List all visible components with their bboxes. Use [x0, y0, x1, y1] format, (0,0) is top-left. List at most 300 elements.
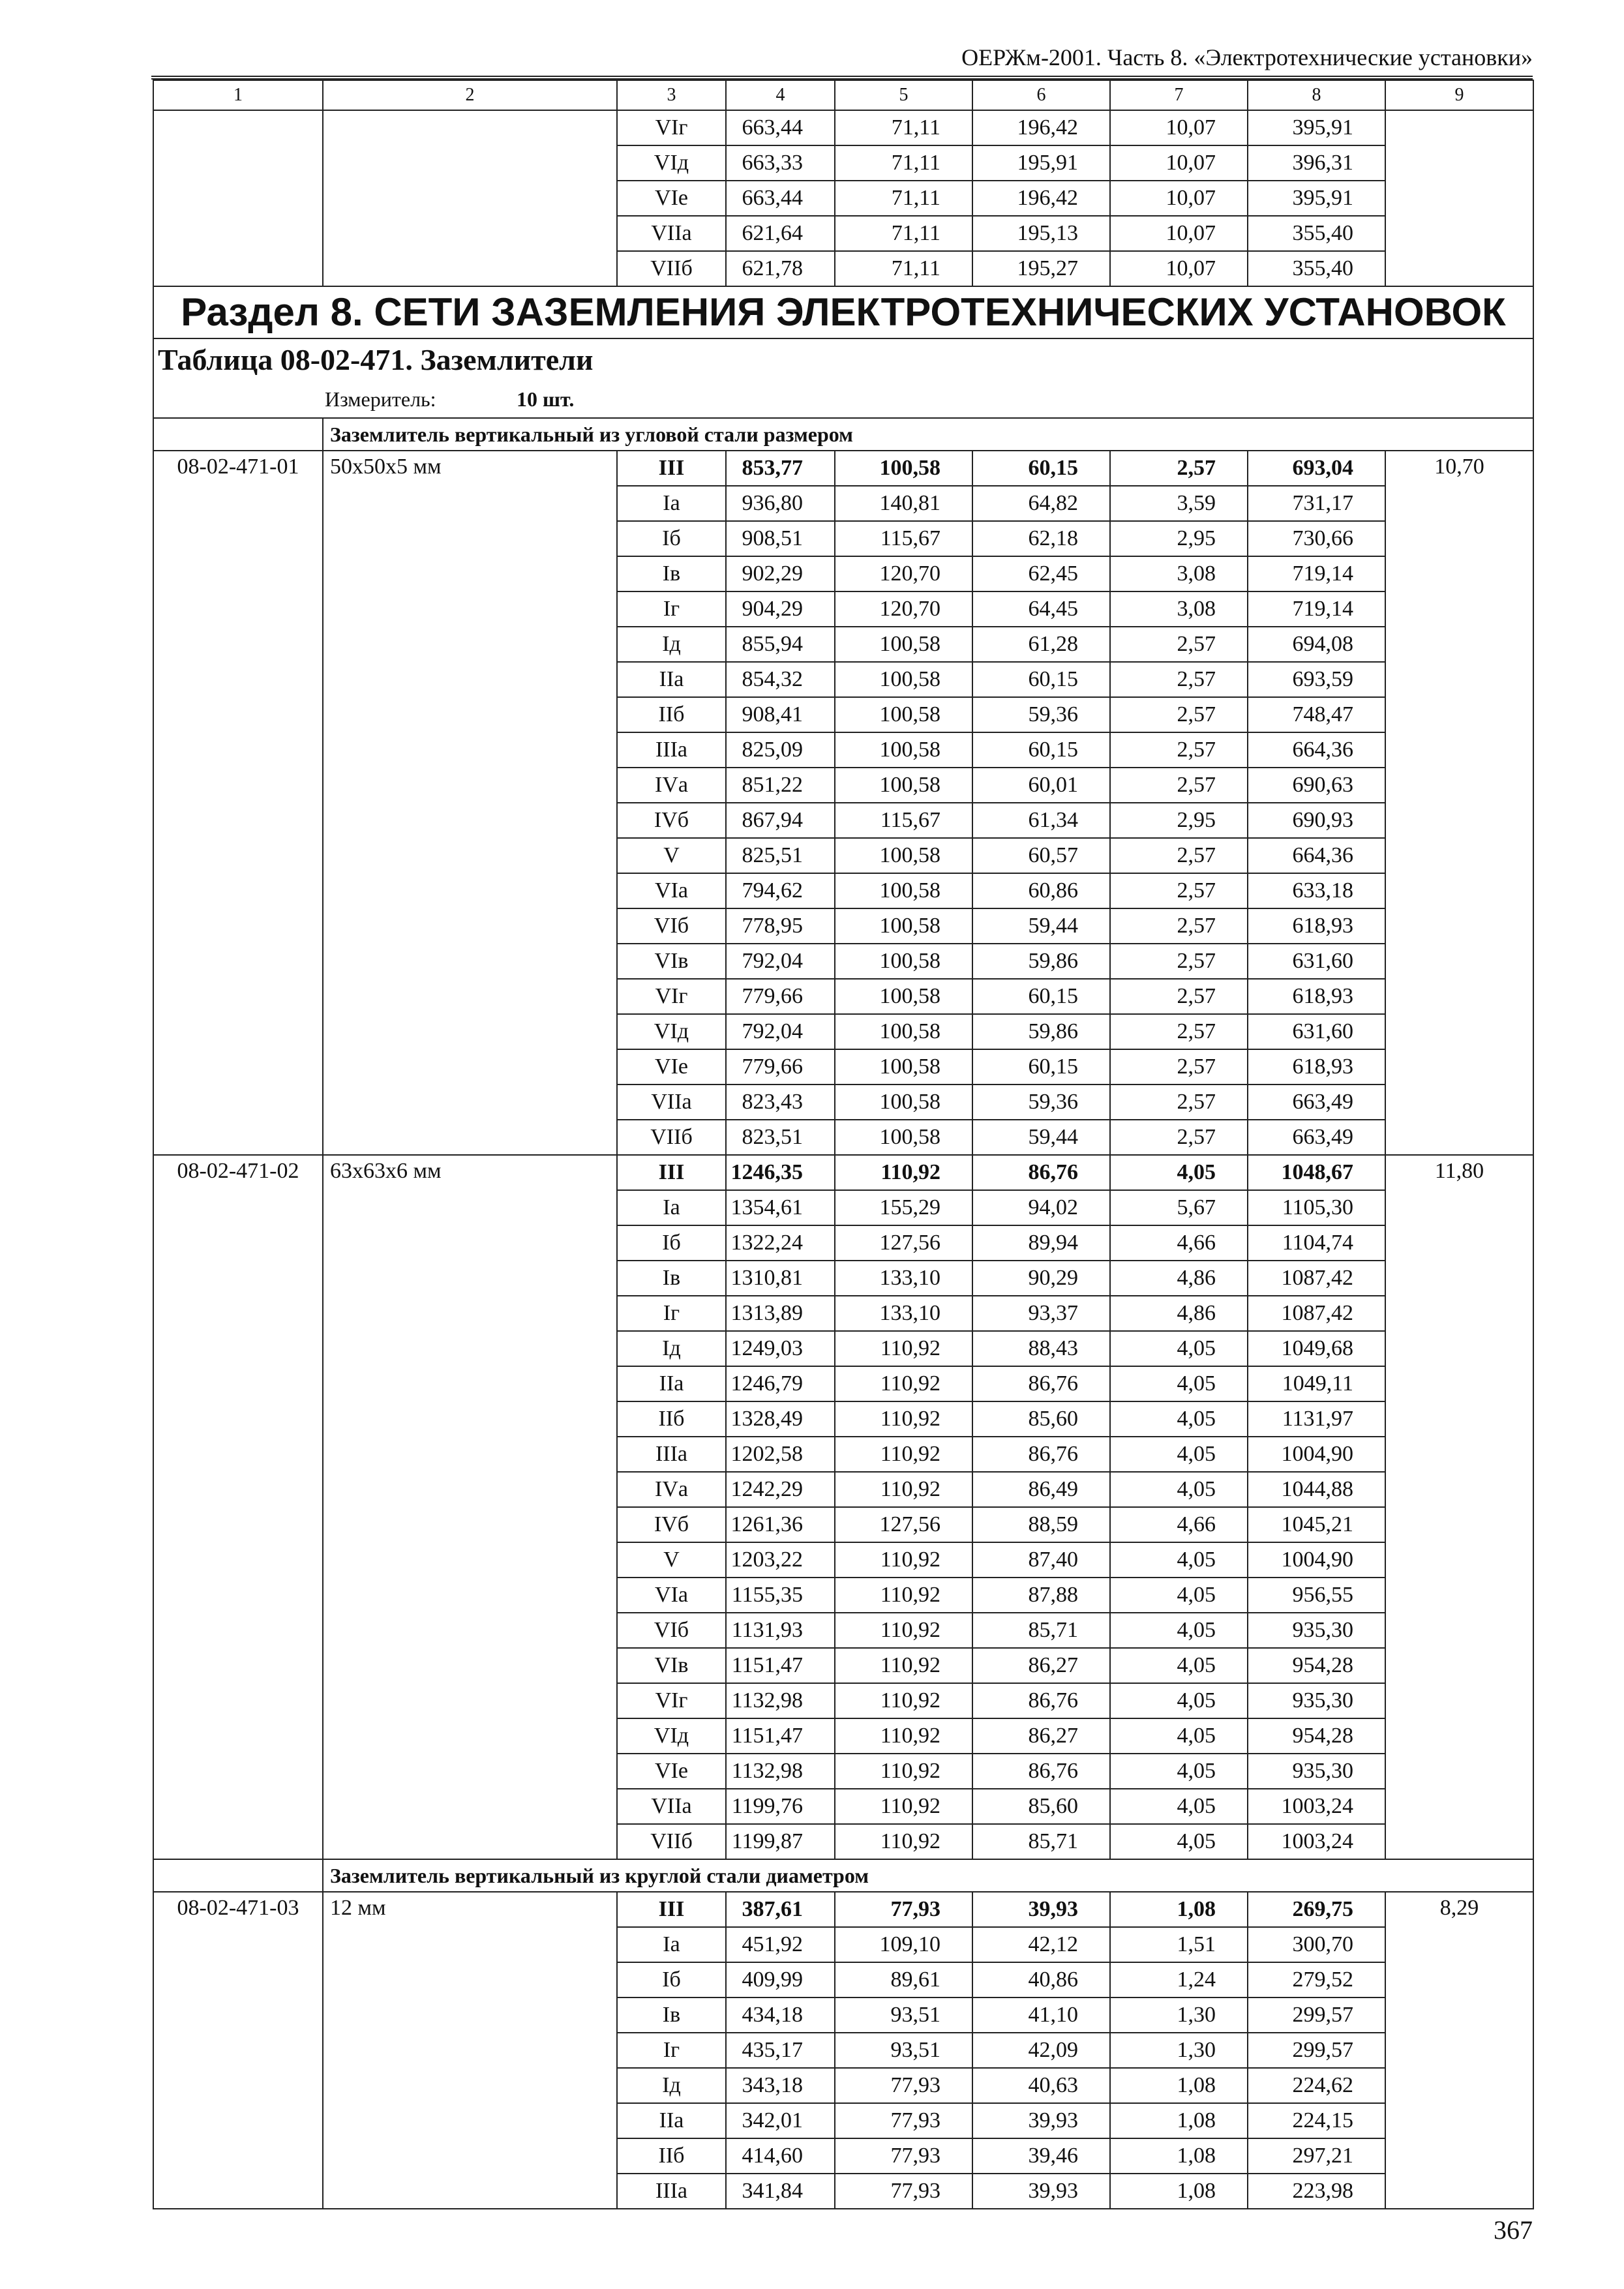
- zone-cell: IIIа: [617, 2174, 726, 2209]
- value-cell: 60,15: [972, 979, 1110, 1014]
- value-cell: 77,93: [835, 2174, 972, 2209]
- value-cell: 778,95: [726, 908, 835, 944]
- value-cell: 195,13: [972, 216, 1110, 251]
- value-cell: 1049,11: [1248, 1366, 1385, 1401]
- empty-cell: [323, 1789, 617, 1824]
- value-cell: 1199,87: [726, 1824, 835, 1859]
- empty-cell: [1385, 1542, 1533, 1578]
- running-header: ОЕРЖм-2001. Часть 8. «Электротехнические установки»: [961, 44, 1533, 70]
- zone-cell: VIа: [617, 1578, 726, 1613]
- value-cell: 2,57: [1110, 1120, 1248, 1155]
- value-cell: 41,10: [972, 1997, 1110, 2033]
- value-cell: 1131,93: [726, 1613, 835, 1648]
- empty-cell: [323, 1718, 617, 1754]
- empty-cell: [1385, 2174, 1533, 2209]
- zone-cell: VIг: [617, 979, 726, 1014]
- empty-cell: [153, 944, 323, 979]
- value-cell: 86,27: [972, 1648, 1110, 1683]
- zone-cell: IIIа: [617, 1437, 726, 1472]
- value-cell: 59,44: [972, 908, 1110, 944]
- empty-cell: [1385, 768, 1533, 803]
- empty-cell: [1385, 181, 1533, 216]
- table-row: [153, 451, 1533, 486]
- empty-cell: [153, 145, 323, 181]
- value-cell: 110,92: [835, 1824, 972, 1859]
- empty-cell: [323, 1049, 617, 1085]
- column-number: 2: [323, 80, 617, 110]
- empty-cell: [323, 1613, 617, 1648]
- zone-cell: VIе: [617, 1754, 726, 1789]
- empty-cell: [1385, 216, 1533, 251]
- value-cell: 435,17: [726, 2033, 835, 2068]
- value-cell: 1151,47: [726, 1718, 835, 1754]
- value-cell: 867,94: [726, 803, 835, 838]
- value-cell: 1003,24: [1248, 1789, 1385, 1824]
- value-cell: 954,28: [1248, 1648, 1385, 1683]
- value-cell: 110,92: [835, 1683, 972, 1718]
- empty-cell: [1385, 627, 1533, 662]
- zone-cell: VIIб: [617, 1120, 726, 1155]
- table-row: [153, 1437, 1533, 1472]
- zone-cell: Iв: [617, 1997, 726, 2033]
- table-row: [153, 145, 1533, 181]
- value-cell: 2,57: [1110, 1049, 1248, 1085]
- empty-cell: [323, 1997, 617, 2033]
- empty-cell: [153, 1683, 323, 1718]
- value-cell: 1,08: [1110, 2103, 1248, 2138]
- value-cell: 60,15: [972, 451, 1110, 486]
- empty-cell: [1385, 1190, 1533, 1225]
- value-cell: 1322,24: [726, 1225, 835, 1261]
- value-cell: 631,60: [1248, 1014, 1385, 1049]
- empty-cell: [323, 1366, 617, 1401]
- value-cell: 196,42: [972, 110, 1110, 145]
- empty-cell: [153, 1648, 323, 1683]
- value-cell: 719,14: [1248, 556, 1385, 591]
- value-cell: 823,43: [726, 1085, 835, 1120]
- value-cell: 299,57: [1248, 2033, 1385, 2068]
- value-cell: 39,93: [972, 1892, 1110, 1927]
- value-cell: 1242,29: [726, 1472, 835, 1507]
- empty-cell: [153, 1927, 323, 1962]
- value-cell: 100,58: [835, 1049, 972, 1085]
- value-cell: 1,08: [1110, 1892, 1248, 1927]
- table-row: [153, 1718, 1533, 1754]
- table-row: [153, 1892, 1533, 1927]
- value-cell: 60,15: [972, 662, 1110, 697]
- empty-cell: [153, 732, 323, 768]
- value-cell: 195,91: [972, 145, 1110, 181]
- table-row: [153, 216, 1533, 251]
- empty-cell: [323, 768, 617, 803]
- value-cell: 39,93: [972, 2174, 1110, 2209]
- value-cell: 224,62: [1248, 2068, 1385, 2103]
- value-cell: 1004,90: [1248, 1437, 1385, 1472]
- value-cell: 110,92: [835, 1155, 972, 1190]
- value-cell: 100,58: [835, 662, 972, 697]
- empty-cell: [323, 873, 617, 908]
- value-cell: 2,57: [1110, 908, 1248, 944]
- empty-cell: [1385, 145, 1533, 181]
- value-cell: 100,58: [835, 1120, 972, 1155]
- empty-cell: [1385, 908, 1533, 944]
- value-cell: 1199,76: [726, 1789, 835, 1824]
- value-cell: 88,59: [972, 1507, 1110, 1542]
- value-cell: 85,71: [972, 1824, 1110, 1859]
- value-cell: 2,57: [1110, 1014, 1248, 1049]
- empty-cell: [323, 216, 617, 251]
- value-cell: 10,07: [1110, 216, 1248, 251]
- zone-cell: III: [617, 451, 726, 486]
- value-cell: 71,11: [835, 216, 972, 251]
- value-cell: 86,76: [972, 1366, 1110, 1401]
- table-row: [153, 1366, 1533, 1401]
- zone-cell: IIб: [617, 1401, 726, 1437]
- value-cell: 663,44: [726, 110, 835, 145]
- table-row: [153, 908, 1533, 944]
- value-cell: 396,31: [1248, 145, 1385, 181]
- empty-cell: [153, 486, 323, 521]
- value-cell: 618,93: [1248, 908, 1385, 944]
- table-row: [153, 2033, 1533, 2068]
- value-cell: 3,08: [1110, 591, 1248, 627]
- empty-cell: [153, 1542, 323, 1578]
- empty-cell: [323, 1190, 617, 1225]
- empty-cell: [323, 662, 617, 697]
- empty-cell: [153, 110, 323, 145]
- value-cell: 1313,89: [726, 1296, 835, 1331]
- empty-cell: [323, 1507, 617, 1542]
- value-cell: 1155,35: [726, 1578, 835, 1613]
- value-cell: 664,36: [1248, 838, 1385, 873]
- value-cell: 88,43: [972, 1331, 1110, 1366]
- value-cell: 954,28: [1248, 1718, 1385, 1754]
- value-cell: 904,29: [726, 591, 835, 627]
- empty-cell: [323, 556, 617, 591]
- column-number: 6: [972, 80, 1110, 110]
- empty-cell: [323, 1927, 617, 1962]
- value-cell: 621,78: [726, 251, 835, 286]
- value-cell: 854,32: [726, 662, 835, 697]
- zone-cell: VIд: [617, 145, 726, 181]
- empty-cell: [153, 662, 323, 697]
- item-col9: 11,80: [1385, 1155, 1533, 1190]
- value-cell: 71,11: [835, 251, 972, 286]
- empty-cell: [153, 1997, 323, 2033]
- value-cell: 825,09: [726, 732, 835, 768]
- empty-cell: [323, 2174, 617, 2209]
- value-cell: 10,07: [1110, 251, 1248, 286]
- value-cell: 42,12: [972, 1927, 1110, 1962]
- empty-cell: [153, 1472, 323, 1507]
- value-cell: 935,30: [1248, 1613, 1385, 1648]
- zone-cell: VIб: [617, 908, 726, 944]
- value-cell: 2,95: [1110, 521, 1248, 556]
- value-cell: 342,01: [726, 2103, 835, 2138]
- zone-cell: Iд: [617, 1331, 726, 1366]
- zone-cell: VIIа: [617, 216, 726, 251]
- zone-cell: V: [617, 838, 726, 873]
- value-cell: 93,37: [972, 1296, 1110, 1331]
- value-cell: 100,58: [835, 873, 972, 908]
- value-cell: 10,07: [1110, 110, 1248, 145]
- item-col9: 8,29: [1385, 1892, 1533, 1927]
- value-cell: 730,66: [1248, 521, 1385, 556]
- empty-cell: [153, 1014, 323, 1049]
- empty-cell: [1385, 1366, 1533, 1401]
- table-row: [153, 1401, 1533, 1437]
- empty-cell: [323, 944, 617, 979]
- item-name: 63x63x6 мм: [323, 1155, 617, 1190]
- value-cell: 908,51: [726, 521, 835, 556]
- table-row: [153, 1296, 1533, 1331]
- value-cell: 343,18: [726, 2068, 835, 2103]
- zone-cell: IIа: [617, 662, 726, 697]
- value-cell: 3,08: [1110, 556, 1248, 591]
- value-cell: 1261,36: [726, 1507, 835, 1542]
- table-row: [153, 591, 1533, 627]
- value-cell: 4,05: [1110, 1718, 1248, 1754]
- empty-cell: [153, 591, 323, 627]
- value-cell: 62,45: [972, 556, 1110, 591]
- value-cell: 100,58: [835, 1085, 972, 1120]
- value-cell: 196,42: [972, 181, 1110, 216]
- empty-cell: [153, 1085, 323, 1120]
- value-cell: 1249,03: [726, 1331, 835, 1366]
- zone-cell: IIIа: [617, 732, 726, 768]
- zone-cell: IIб: [617, 2138, 726, 2174]
- empty-cell: [1385, 1578, 1533, 1613]
- value-cell: 300,70: [1248, 1927, 1385, 1962]
- value-cell: 1328,49: [726, 1401, 835, 1437]
- value-cell: 1151,47: [726, 1648, 835, 1683]
- value-cell: 140,81: [835, 486, 972, 521]
- meter-label: Измеритель:: [325, 387, 436, 411]
- empty-cell: [1385, 1962, 1533, 1997]
- empty-cell: [153, 181, 323, 216]
- zone-cell: VIIб: [617, 251, 726, 286]
- value-cell: 1,08: [1110, 2174, 1248, 2209]
- value-cell: 64,45: [972, 591, 1110, 627]
- value-cell: 1132,98: [726, 1683, 835, 1718]
- value-cell: 110,92: [835, 1613, 972, 1648]
- value-cell: 59,44: [972, 1120, 1110, 1155]
- empty-cell: [153, 1331, 323, 1366]
- value-cell: 779,66: [726, 979, 835, 1014]
- value-cell: 4,05: [1110, 1542, 1248, 1578]
- value-cell: 42,09: [972, 2033, 1110, 2068]
- empty-cell: [323, 838, 617, 873]
- empty-cell: [1385, 662, 1533, 697]
- value-cell: 90,29: [972, 1261, 1110, 1296]
- value-cell: 855,94: [726, 627, 835, 662]
- table-row: [153, 662, 1533, 697]
- item-code: 08-02-471-03: [153, 1892, 323, 1927]
- empty-cell: [323, 803, 617, 838]
- value-cell: 93,51: [835, 2033, 972, 2068]
- value-cell: 100,58: [835, 944, 972, 979]
- table-row: [153, 1613, 1533, 1648]
- zone-cell: VIв: [617, 944, 726, 979]
- value-cell: 279,52: [1248, 1962, 1385, 1997]
- value-cell: 223,98: [1248, 2174, 1385, 2209]
- table-row: [153, 944, 1533, 979]
- table-row: [153, 1578, 1533, 1613]
- empty-cell: [153, 803, 323, 838]
- empty-cell: [323, 1225, 617, 1261]
- empty-cell: [323, 521, 617, 556]
- value-cell: 77,93: [835, 2103, 972, 2138]
- table-row: [153, 768, 1533, 803]
- empty-cell: [1385, 1683, 1533, 1718]
- empty-cell: [323, 486, 617, 521]
- value-cell: 902,29: [726, 556, 835, 591]
- zone-cell: Iа: [617, 1927, 726, 1962]
- empty-cell: [1385, 1261, 1533, 1296]
- value-cell: 61,34: [972, 803, 1110, 838]
- empty-cell: [323, 1437, 617, 1472]
- empty-cell: [323, 591, 617, 627]
- empty-cell: [1385, 732, 1533, 768]
- value-cell: 89,94: [972, 1225, 1110, 1261]
- zone-cell: VIб: [617, 1613, 726, 1648]
- value-cell: 60,15: [972, 732, 1110, 768]
- empty-cell: [323, 181, 617, 216]
- value-cell: 5,67: [1110, 1190, 1248, 1225]
- value-cell: 748,47: [1248, 697, 1385, 732]
- table-row: [153, 251, 1533, 286]
- value-cell: 59,36: [972, 697, 1110, 732]
- table-row: [153, 2138, 1533, 2174]
- empty-cell: [1385, 1120, 1533, 1155]
- value-cell: 85,60: [972, 1401, 1110, 1437]
- value-cell: 2,57: [1110, 697, 1248, 732]
- value-cell: 2,57: [1110, 838, 1248, 873]
- meter-value: 10 шт.: [517, 387, 575, 411]
- value-cell: 71,11: [835, 145, 972, 181]
- table-title: Таблица 08-02-471. Заземлители: [153, 338, 1533, 381]
- value-cell: 62,18: [972, 521, 1110, 556]
- empty-cell: [153, 418, 323, 451]
- zone-cell: VIв: [617, 1648, 726, 1683]
- value-cell: 59,36: [972, 1085, 1110, 1120]
- empty-cell: [153, 768, 323, 803]
- value-cell: 1004,90: [1248, 1542, 1385, 1578]
- value-cell: 1,51: [1110, 1927, 1248, 1962]
- empty-cell: [153, 1718, 323, 1754]
- empty-cell: [323, 908, 617, 944]
- zone-cell: Iб: [617, 1962, 726, 1997]
- empty-cell: [323, 1578, 617, 1613]
- empty-cell: [1385, 2138, 1533, 2174]
- value-cell: 100,58: [835, 1014, 972, 1049]
- table-row: [153, 486, 1533, 521]
- value-cell: 40,86: [972, 1962, 1110, 1997]
- zone-cell: VIIб: [617, 1824, 726, 1859]
- table-row: [153, 1085, 1533, 1120]
- section-title: Раздел 8. СЕТИ ЗАЗЕМЛЕНИЯ ЭЛЕКТРОТЕХНИЧЕСКИХ УСТАНОВОК: [153, 286, 1533, 338]
- zone-cell: IVб: [617, 1507, 726, 1542]
- value-cell: 341,84: [726, 2174, 835, 2209]
- empty-cell: [323, 979, 617, 1014]
- empty-cell: [153, 1859, 323, 1892]
- value-cell: 4,66: [1110, 1507, 1248, 1542]
- value-cell: 2,95: [1110, 803, 1248, 838]
- value-cell: 663,33: [726, 145, 835, 181]
- table-row: [153, 1754, 1533, 1789]
- empty-cell: [323, 2103, 617, 2138]
- empty-cell: [1385, 1648, 1533, 1683]
- empty-cell: [323, 1296, 617, 1331]
- value-cell: 853,77: [726, 451, 835, 486]
- value-cell: 1,30: [1110, 1997, 1248, 2033]
- empty-cell: [153, 1754, 323, 1789]
- value-cell: 110,92: [835, 1578, 972, 1613]
- value-cell: 100,58: [835, 697, 972, 732]
- column-number: 5: [835, 80, 972, 110]
- value-cell: 40,63: [972, 2068, 1110, 2103]
- value-cell: 39,46: [972, 2138, 1110, 2174]
- value-cell: 1310,81: [726, 1261, 835, 1296]
- value-cell: 94,02: [972, 1190, 1110, 1225]
- value-cell: 434,18: [726, 1997, 835, 2033]
- value-cell: 731,17: [1248, 486, 1385, 521]
- empty-cell: [153, 1049, 323, 1085]
- empty-cell: [1385, 486, 1533, 521]
- empty-cell: [323, 1962, 617, 1997]
- table-row: [153, 1824, 1533, 1859]
- zone-cell: Iг: [617, 591, 726, 627]
- empty-cell: [323, 1331, 617, 1366]
- value-cell: 10,07: [1110, 181, 1248, 216]
- empty-cell: [153, 2033, 323, 2068]
- empty-cell: [323, 145, 617, 181]
- value-cell: 936,80: [726, 486, 835, 521]
- item-name: 50x50x5 мм: [323, 451, 617, 486]
- value-cell: 87,88: [972, 1578, 1110, 1613]
- table-row: [153, 1225, 1533, 1261]
- column-number: 9: [1385, 80, 1533, 110]
- value-cell: 297,21: [1248, 2138, 1385, 2174]
- value-cell: 1044,88: [1248, 1472, 1385, 1507]
- empty-cell: [1385, 1789, 1533, 1824]
- value-cell: 1104,74: [1248, 1225, 1385, 1261]
- table-row: [153, 1542, 1533, 1578]
- value-cell: 100,58: [835, 768, 972, 803]
- value-cell: 956,55: [1248, 1578, 1385, 1613]
- empty-cell: [1385, 1613, 1533, 1648]
- zone-cell: VIд: [617, 1014, 726, 1049]
- value-cell: 908,41: [726, 697, 835, 732]
- value-cell: 4,05: [1110, 1366, 1248, 1401]
- value-cell: 60,86: [972, 873, 1110, 908]
- empty-cell: [323, 1120, 617, 1155]
- zone-cell: V: [617, 1542, 726, 1578]
- zone-cell: IVб: [617, 803, 726, 838]
- empty-cell: [1385, 1401, 1533, 1437]
- value-cell: 792,04: [726, 1014, 835, 1049]
- value-cell: 133,10: [835, 1261, 972, 1296]
- value-cell: 823,51: [726, 1120, 835, 1155]
- value-cell: 85,60: [972, 1789, 1110, 1824]
- value-cell: 100,58: [835, 979, 972, 1014]
- value-cell: 2,57: [1110, 627, 1248, 662]
- value-cell: 110,92: [835, 1472, 972, 1507]
- value-cell: 825,51: [726, 838, 835, 873]
- value-cell: 1,08: [1110, 2138, 1248, 2174]
- empty-cell: [1385, 1824, 1533, 1859]
- table-row: [153, 110, 1533, 145]
